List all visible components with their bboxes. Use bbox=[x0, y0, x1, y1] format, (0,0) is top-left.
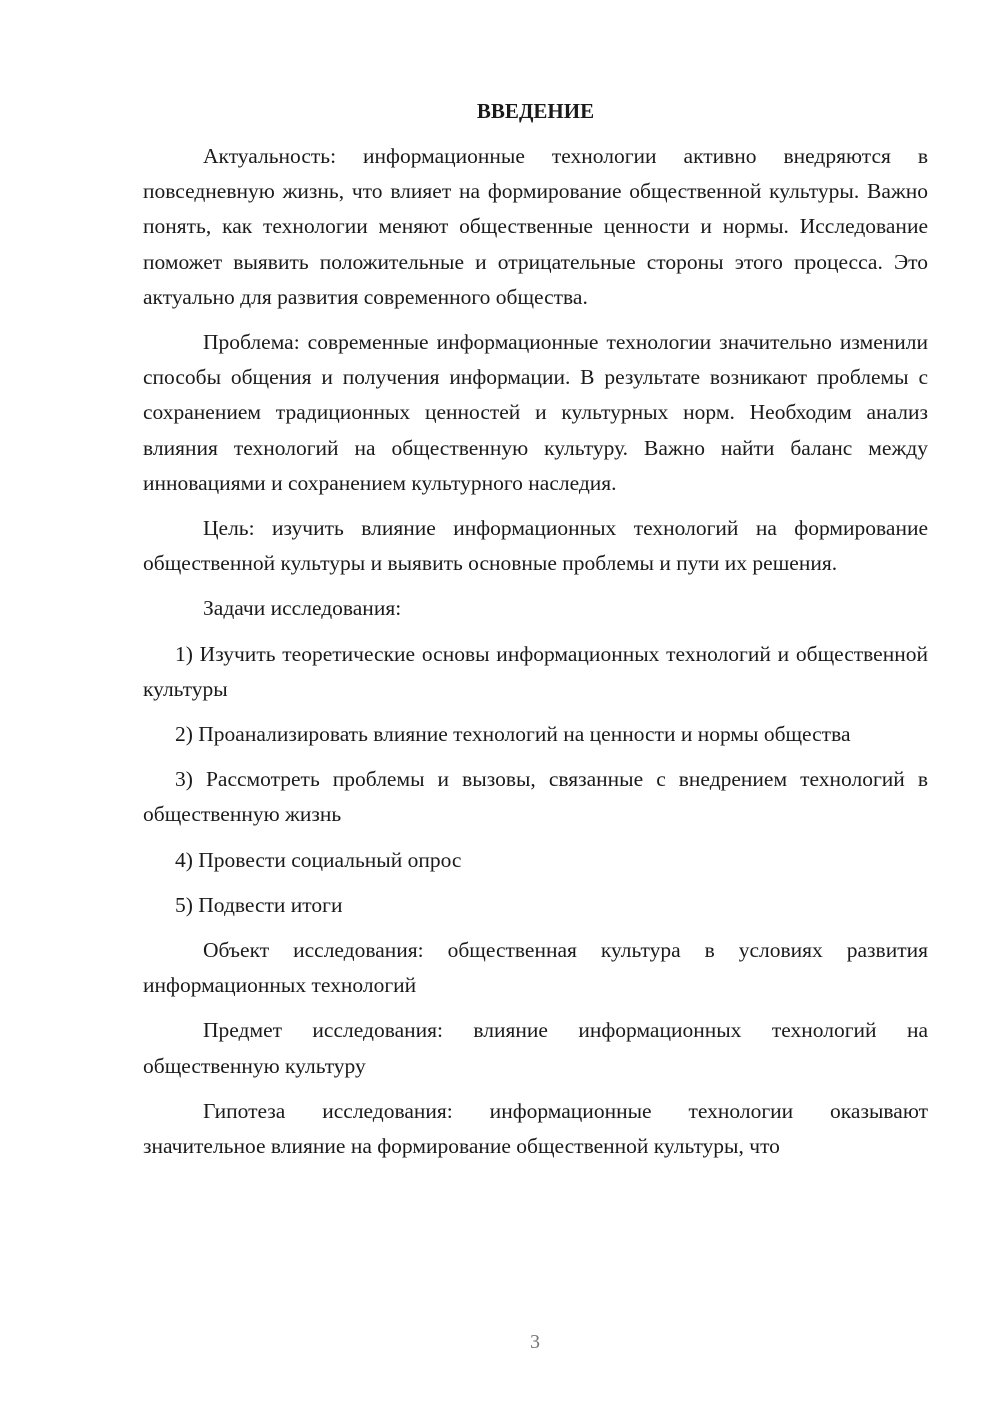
task-item-2: 2) Проанализировать влияние технологий на ценности и нормы общества bbox=[175, 722, 851, 747]
task-item-4: 4) Провести социальный опрос bbox=[175, 847, 462, 872]
task-item-5: 5) Подвести итоги bbox=[175, 892, 343, 917]
page-number: 3 bbox=[530, 1331, 540, 1353]
task-item-1: 1) Изучить теоретические основы информационных технологий и общественной культуры bbox=[143, 641, 928, 701]
document-page bbox=[143, 95, 928, 1174]
paragraph-object: Объект исследования: общественная культура в условиях развития информационных технологий bbox=[143, 938, 928, 998]
paragraph-goal: Цель: изучить влияние информационных технологий на формирование общественной культуры и выявить основные проблемы и пути их решения. bbox=[143, 516, 928, 576]
paragraph-problem: Проблема: современные информационные технологии значительно изменили способы общения и получения информации. В результате возникают проблемы с сохранением традиционных ценностей и культурных норм. Необходим анализ влияния технологий на общественную культуру. Важно найти баланс между инновациями и сохранением культурного наследия. bbox=[143, 330, 928, 495]
paragraph-subject: Предмет исследования: влияние информационных технологий на общественную культуру bbox=[143, 1018, 928, 1078]
paragraph-relevance: Актуальность: информационные технологии активно внедряются в повседневную жизнь, что влияет на формирование общественной культуры. Важно понять, как технологии меняют общественные ценности и нормы. Исследование поможет выявить положительные и отрицательные стороны этого процесса. Это актуально для развития современного общества. bbox=[143, 144, 928, 309]
section-title: ВВЕДЕНИЕ bbox=[476, 99, 595, 123]
paragraph-hypothesis: Гипотеза исследования: информационные технологии оказывают значительное влияние на формирование общественной культуры, что bbox=[143, 1098, 928, 1159]
tasks-heading: Задачи исследования: bbox=[203, 596, 402, 621]
task-item-3: 3) Рассмотреть проблемы и вызовы, связанные с внедрением технологий в общественную жизнь bbox=[143, 767, 928, 827]
